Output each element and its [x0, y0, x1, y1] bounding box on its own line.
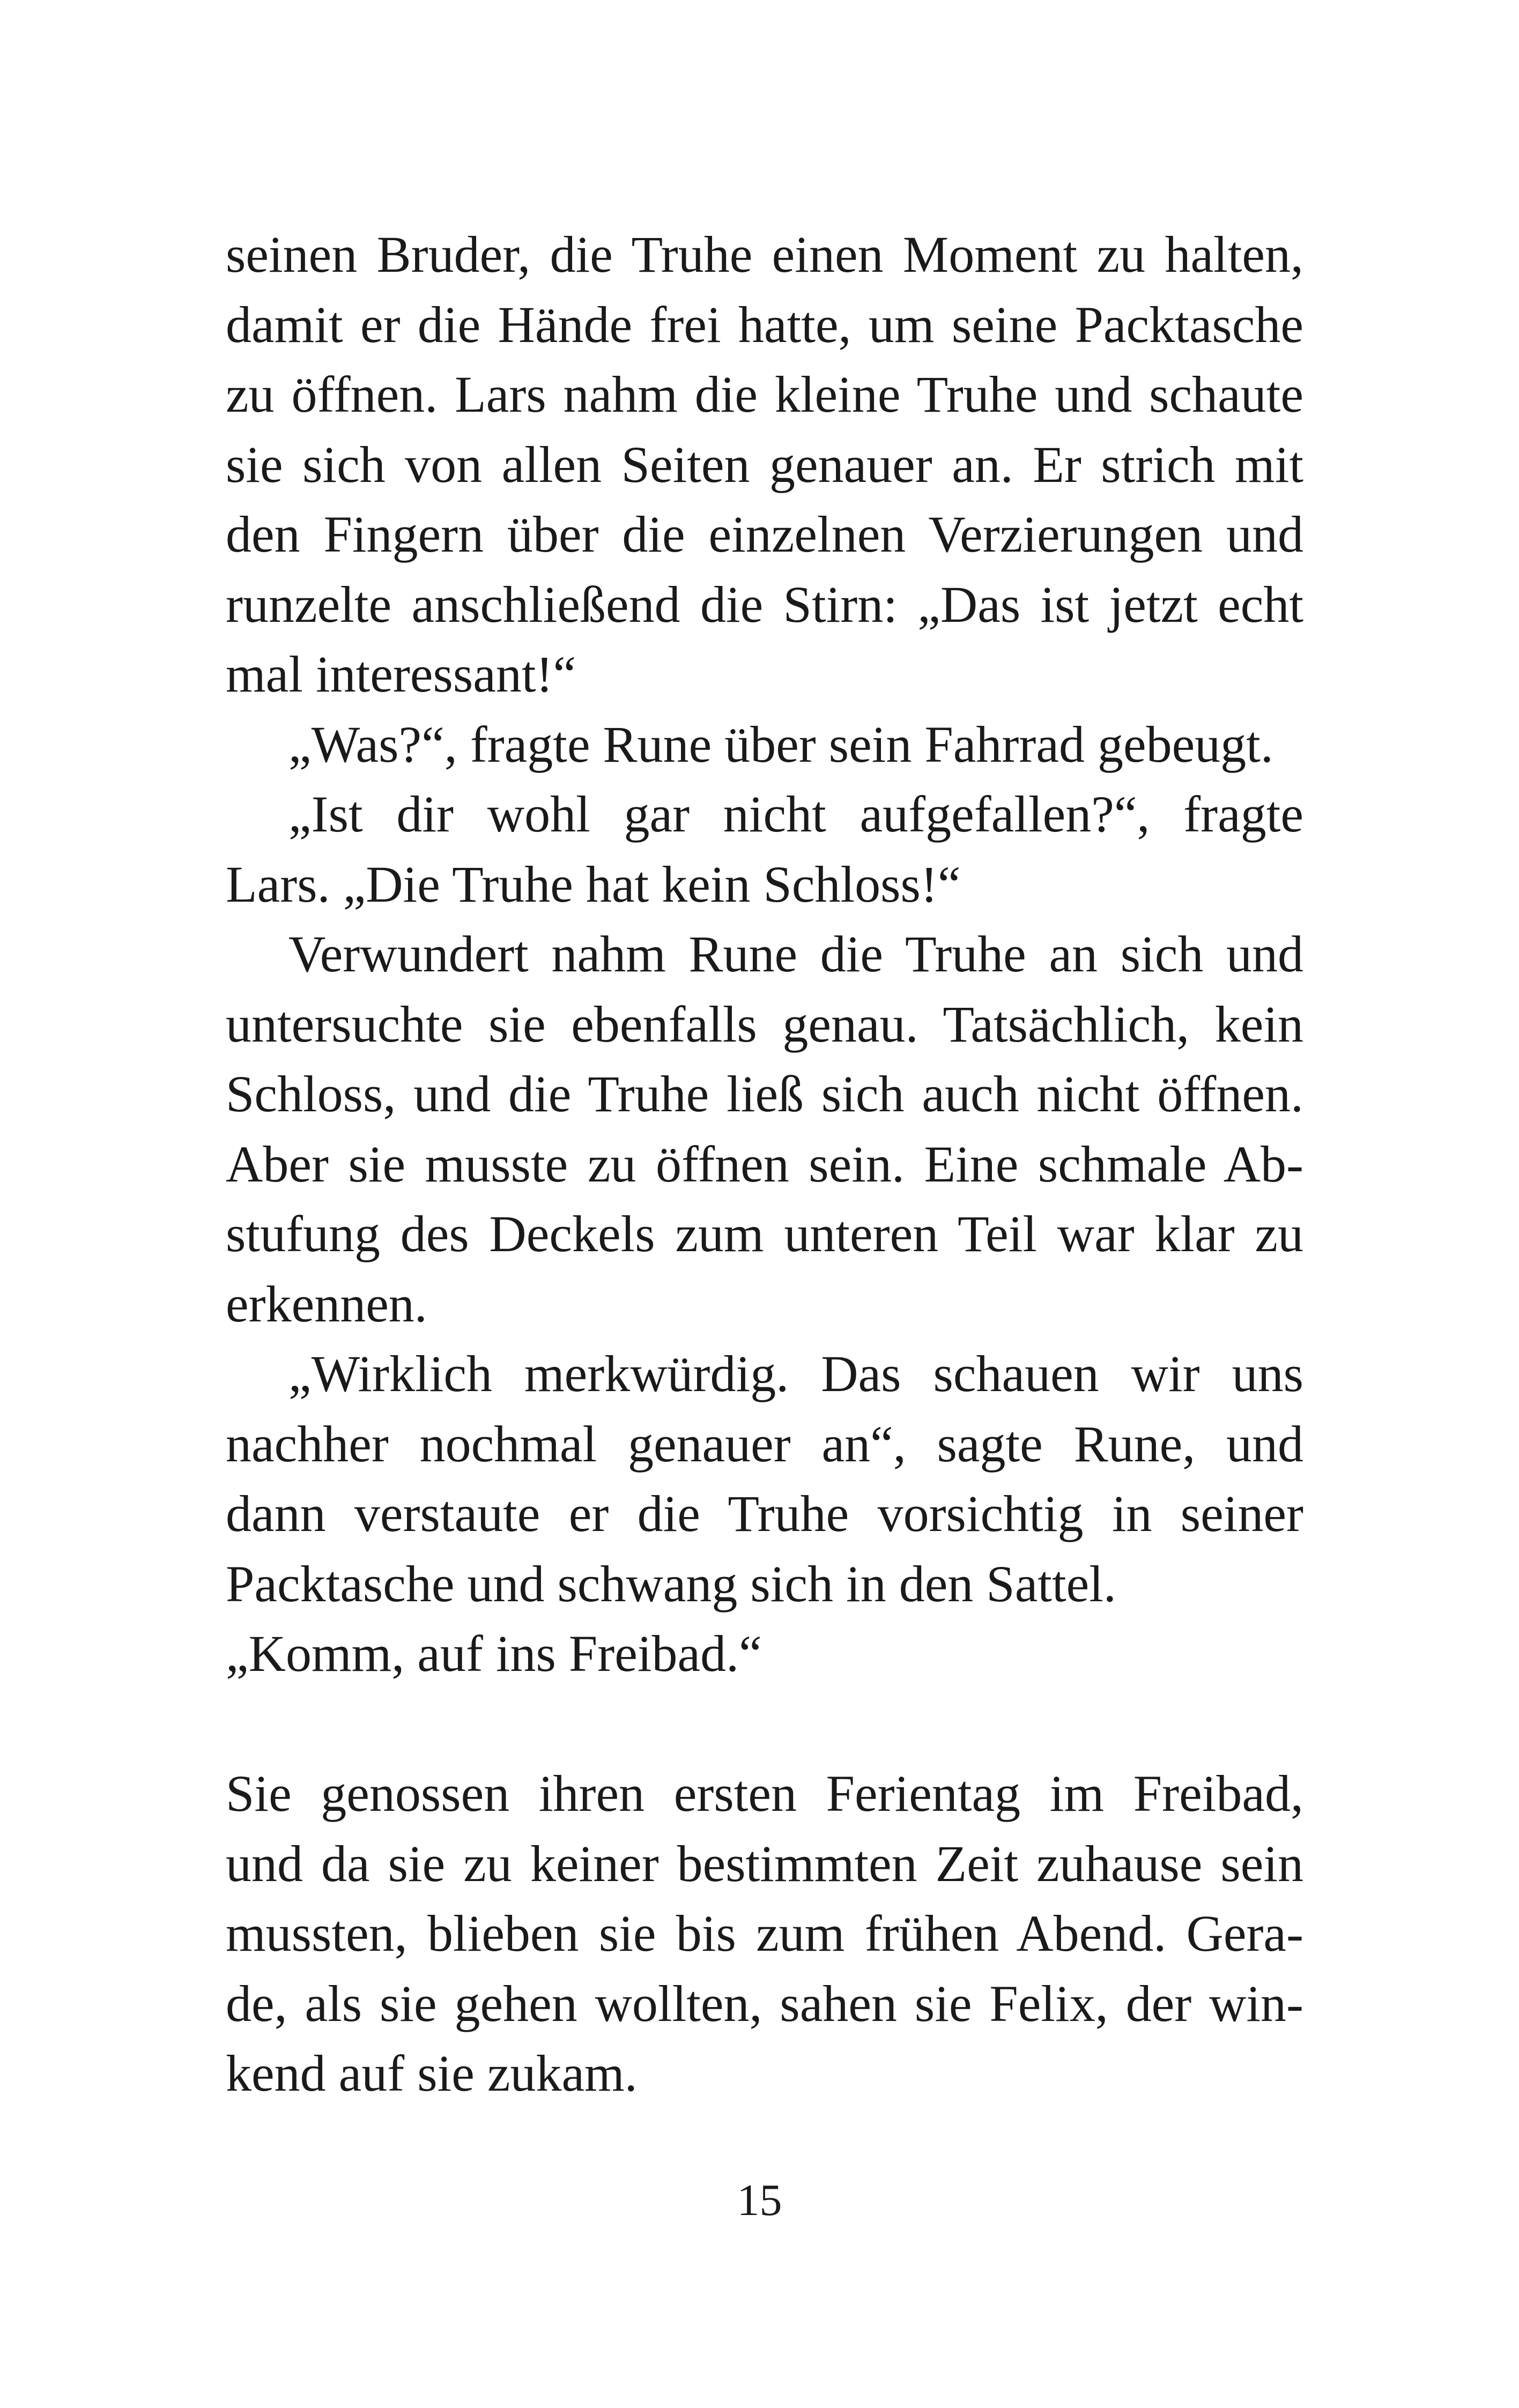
text-line: seinen Bruder, die Truhe einen Moment zu halten,	[226, 226, 1303, 283]
text-line: mussten, blieben sie bis zum frühen Abend. Gera-	[226, 1905, 1303, 1962]
blank-line	[226, 1689, 1303, 1759]
text-line: mal interessant!“	[226, 645, 576, 703]
text-line: und da sie zu keiner bestimmten Zeit zuhause sein	[226, 1834, 1303, 1892]
text-line: Verwundert nahm Rune die Truhe an sich und	[288, 925, 1303, 983]
text-line: Sie genossen ihren ersten Ferientag im Freibad,	[226, 1765, 1303, 1822]
text-line: untersuchte sie ebenfalls genau. Tatsächlich, kein	[226, 995, 1303, 1053]
text-line: Schloss, und die Truhe ließ sich auch nicht öffnen.	[226, 1065, 1303, 1123]
text-line: Packtasche und schwang sich in den Sattel.	[226, 1555, 1116, 1612]
text-line: dann verstaute er die Truhe vorsichtig in seiner	[226, 1485, 1303, 1542]
text-line: „Was?“, fragte Rune über sein Fahrrad gebeugt.	[288, 715, 1273, 773]
text-line: nachher nochmal genauer an“, sagte Rune, und	[226, 1415, 1303, 1473]
text-line: Lars. „Die Truhe hat kein Schloss!“	[226, 855, 961, 913]
text-line: de, als sie gehen wollten, sahen sie Felix, der win-	[226, 1974, 1303, 2032]
text-line: damit er die Hände frei hatte, um seine Packtasche	[226, 295, 1303, 353]
text-line: zu öffnen. Lars nahm die kleine Truhe und schaute	[226, 366, 1303, 423]
text-line: kend auf sie zukam.	[226, 2045, 638, 2102]
text-line: Aber sie musste zu öffnen sein. Eine schmale Ab-	[226, 1135, 1303, 1193]
text-line: erkennen.	[226, 1275, 427, 1333]
text-line: „Wirklich merkwürdig. Das schauen wir uns	[288, 1345, 1303, 1402]
text-line: „Ist dir wohl gar nicht aufgefallen?“, fragte	[288, 785, 1303, 843]
page-number: 15	[737, 2175, 782, 2225]
text-line: runzelte anschließend die Stirn: „Das ist jetzt echt	[226, 575, 1303, 633]
text-line: „Komm, auf ins Freibad.“	[226, 1625, 762, 1682]
body-text	[226, 220, 1303, 2109]
text-line: sie sich von allen Seiten genauer an. Er strich mit	[226, 435, 1303, 493]
text-line: stufung des Deckels zum unteren Teil war klar zu	[226, 1205, 1303, 1262]
text-line: den Fingern über die einzelnen Verzierungen und	[226, 506, 1303, 563]
